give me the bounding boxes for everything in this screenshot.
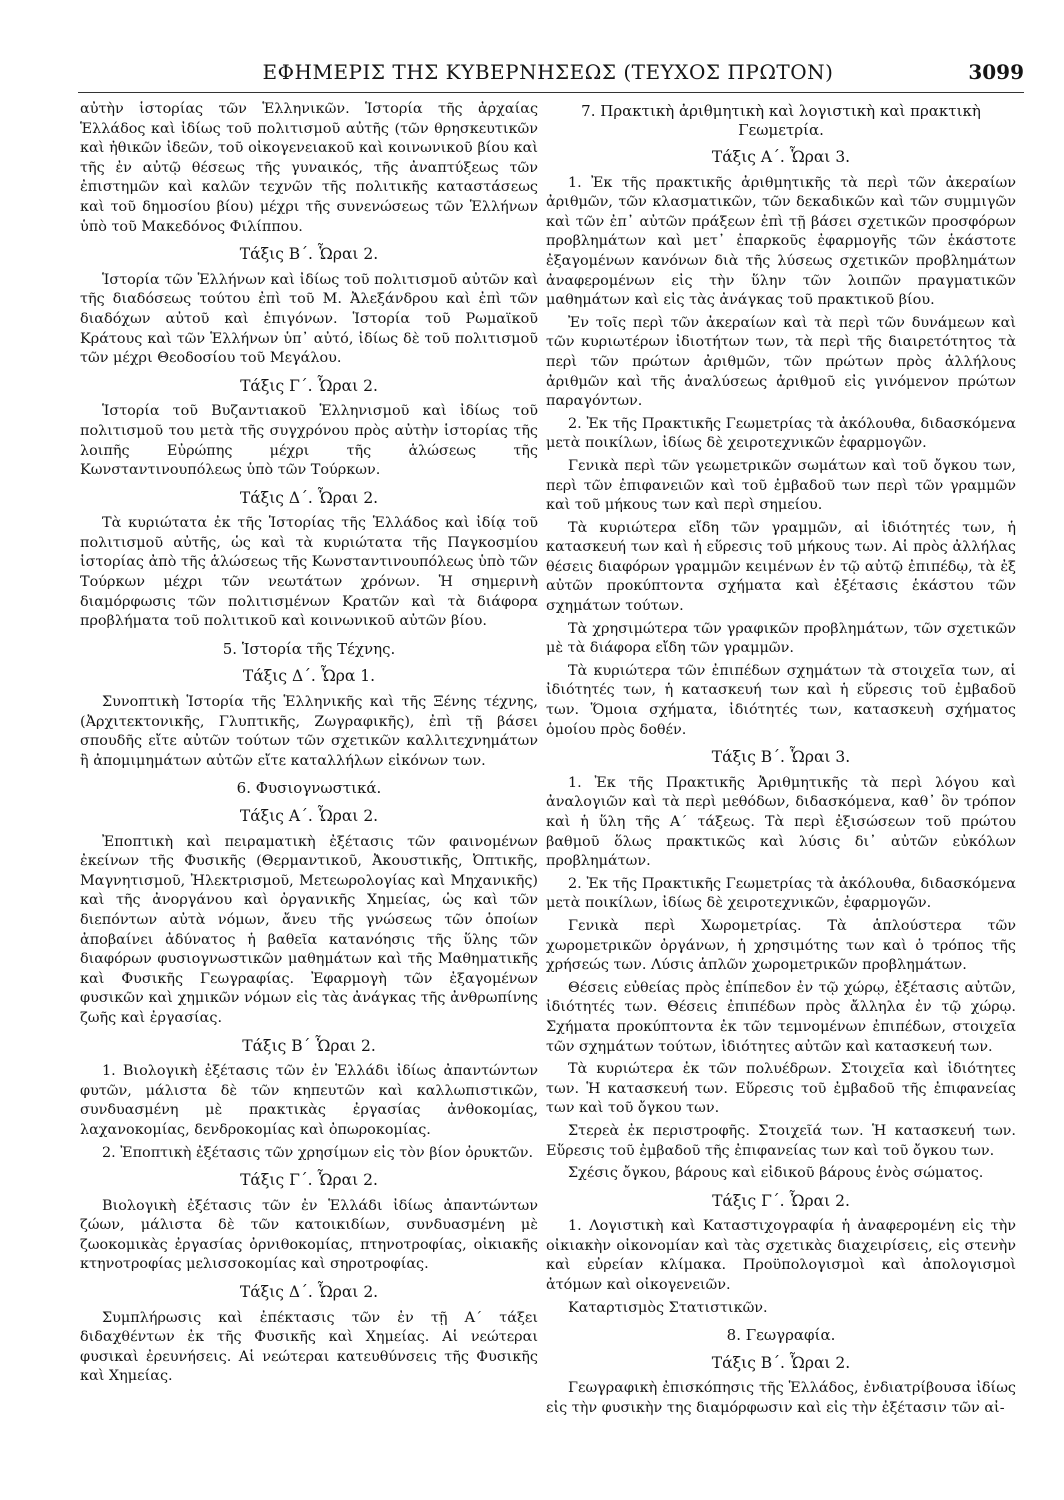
- class-heading: Τάξις Δ΄. Ὧραι 2.: [239, 488, 379, 507]
- paragraph: Συμπλήρωσις καὶ ἐπέκτασις τῶν ἐν τῇ Α΄ τάξει διδαχθέντων ἐκ τῆς Φυσικῆς καὶ Χημείας. Αἱ νεώτεραι φυσικαὶ ἐρευνήσεις. Αἱ νεώτεραι κατευθύνσεις τῆς Φυσικῆς καὶ Χημείας.: [80, 1309, 538, 1385]
- paragraph: Τὰ χρησιμώτερα τῶν γραφικῶν προβλημάτων, τῶν σχετικῶν μὲ τὰ διάφορα εἴδη τῶν γραμμῶν.: [546, 620, 1016, 657]
- paragraph: Γεωγραφικὴ ἐπισκόπησις τῆς Ἑλλάδος, ἐνδιατρίβουσα ἰδίως εἰς τὴν φυσικὴν της διαμόρφωσιν καὶ εἰς τὴν ἐξέτασιν τῶν αἰ-: [546, 1380, 1016, 1417]
- paragraph: Τὰ κυριώτερα τῶν ἐπιπέδων σχημάτων τὰ στοιχεῖα των, αἱ ἰδιότητές των, ἡ κατασκευή των καὶ ἡ εὕρεσις τοῦ ἐμβαδοῦ των. Ὅμοια σχήματα, ἰδιότητές των, κατασκευὴ σχήματος ὁμοίου πρὸς δοθέν.: [546, 662, 1016, 738]
- section-heading: 8. Γεωγραφία.: [726, 1326, 836, 1345]
- class-heading: Τάξις Β΄. Ὧραι 3.: [711, 748, 851, 767]
- page-header: [72, 60, 1024, 90]
- page-number: 3099: [968, 60, 1024, 84]
- header-rule: [78, 92, 1024, 93]
- section-heading: 6. Φυσιογνωστικά.: [236, 779, 382, 798]
- paragraph: 2. Ἐποπτικὴ ἐξέτασις τῶν χρησίμων εἰς τὸν βίον ὀρυκτῶν.: [102, 1144, 534, 1161]
- class-heading: Τάξις Δ΄. Ὧρα 1.: [242, 667, 376, 686]
- class-heading: Τάξις Β΄. Ὧραι 2.: [711, 1353, 851, 1372]
- paragraph: 2. Ἐκ τῆς Πρακτικῆς Γεωμετρίας τὰ ἀκόλουθα, διδασκόμενα μετὰ ποικίλων, ἰδίως δὲ χειροτεχνικῶν, ἐφαρμογῶν.: [546, 875, 1016, 912]
- paragraph: Γενικὰ περὶ τῶν γεωμετρικῶν σωμάτων καὶ τοῦ ὄγκου των, περὶ τῶν ἐπιφανειῶν καὶ τοῦ ἐμβαδοῦ των περὶ τῶν γραμμῶν καὶ τοῦ μήκους των καὶ περὶ σημείου.: [546, 457, 1016, 514]
- class-heading: Τάξις Β΄. Ὧραι 2.: [239, 245, 379, 264]
- paragraph: 1. Λογιστικὴ καὶ Καταστιχογραφία ἡ ἀναφερομένη εἰς τὴν οἰκιακὴν οἰκονομίαν καὶ τὰς σχετικὰς διαχειρίσεις, εἰς στενὴν καὶ εὐρείαν κλίμακα. Προϋπολογισμοὶ καὶ ἀπολογισμοὶ ἀτόμων καὶ οἰκογενειῶν.: [546, 1218, 1016, 1294]
- left-column: [80, 100, 538, 1390]
- paragraph: Καταρτισμὸς Στατιστικῶν.: [568, 1299, 768, 1316]
- gazette-title: ΕΦΗΜΕΡΙΣ ΤΗΣ ΚΥΒΕΡΝΗΣΕΩΣ (ΤΕΥΧΟΣ ΠΡΩΤΟΝ): [262, 60, 834, 84]
- right-column: [546, 100, 1016, 1422]
- paragraph: 2. Ἐκ τῆς Πρακτικῆς Γεωμετρίας τὰ ἀκόλουθα, διδασκόμενα μετὰ ποικίλων, ἰδίως δὲ χειροτεχνικῶν ἐφαρμογῶν.: [546, 415, 1016, 452]
- paragraph: Ἐν τοῖς περὶ τῶν ἀκεραίων καὶ τὰ περὶ τῶν δυνάμεων καὶ τῶν κυριωτέρων ἰδιοτήτων των, τὰ περὶ τῆς διαιρετότητος τὰ περὶ τῶν πρώτων ἀριθμῶν, τῶν πρώτων πρὸς ἀλλήλους ἀριθμῶν καὶ τῆς ἀναλύσεως ἀριθμοῦ εἰς γινόμενον πρώτων παραγόντων.: [546, 314, 1016, 410]
- paragraph: 1. Ἐκ τῆς Πρακτικῆς Ἀριθμητικῆς τὰ περὶ λόγου καὶ ἀναλογιῶν καὶ τὰ περὶ μεθόδων, διδασκόμενα, καθ᾽ ὃν τρόπον καὶ ἡ ὕλη τῆς Α΄ τάξεως. Τὰ περὶ ἐξισώσεων τοῦ πρώτου βαθμοῦ ὅλως πρακτικῶς καὶ λύσις δι᾽ αὐτῶν εὐκόλων προβλημάτων.: [546, 774, 1016, 870]
- paragraph: Συνοπτικὴ Ἱστορία τῆς Ἑλληνικῆς καὶ τῆς Ξένης τέχνης, (Ἀρχιτεκτονικῆς, Γλυπτικῆς, Ζωγραφικῆς), ἐπὶ τῇ βάσει σπουδῆς εἴτε αὐτῶν τούτων τῶν σχετικῶν καλλιτεχνημάτων ἢ ἀπομιμημάτων αὐτῶν εἴτε καταλλήλων εἰκόνων των.: [80, 694, 538, 769]
- paragraph: Θέσεις εὐθείας πρὸς ἐπίπεδον ἐν τῷ χώρῳ, ἐξέτασις αὐτῶν, ἰδιότητές των. Θέσεις ἐπιπέδων πρὸς ἄλληλα ἐν τῷ χώρῳ. Σχήματα προκύπτοντα ἐκ τῶν τεμνομένων ἐπιπέδων, στοιχεῖα τῶν σχημάτων τούτων, ἰδιότητες αὐτῶν καὶ κατασκευή των.: [546, 979, 1016, 1055]
- paragraph: Βιολογικὴ ἐξέτασις τῶν ἐν Ἑλλάδι ἰδίως ἀπαντώντων ζώων, μάλιστα δὲ τῶν κατοικιδίων, συνδυασμένη μὲ ζωοκομικὰς ἐργασίας ὀρνιθοκομίας, πτηνοτροφίας, οἰκιακῆς κτηνοτροφίας μελισσοκομίας καὶ σηροτροφίας.: [80, 1197, 538, 1273]
- section-heading: 7. Πρακτικὴ ἀριθμητικὴ καὶ λογιστικὴ καὶ πρακτικὴ Γεωμετρία.: [581, 102, 981, 139]
- class-heading: Τάξις Α΄. Ὧραι 3.: [711, 148, 851, 166]
- class-heading: Τάξις Β΄ Ὧραι 2.: [242, 1036, 376, 1055]
- class-heading: Τάξις Γ΄. Ὧραι 2.: [240, 1171, 378, 1190]
- paragraph: 1. Βιολογικὴ ἐξέτασις τῶν ἐν Ἑλλάδι ἰδίως ἀπαντώντων φυτῶν, μάλιστα δὲ τῶν κηπευτῶν καὶ καλλωπιστικῶν, συνδυασμένη μὲ πρακτικὰς ἐργασίας ἀνθοκομίας, λαχανοκομίας, δενδροκομίας καὶ ὀπωροκομίας.: [80, 1063, 538, 1138]
- class-heading: Τάξις Γ΄. Ὧραι 2.: [240, 376, 378, 395]
- paragraph: Στερεὰ ἐκ περιστροφῆς. Στοιχεῖά των. Ἡ κατασκευή των. Εὕρεσις τοῦ ἐμβαδοῦ τῆς ἐπιφανείας των καὶ τοῦ ὄγκου των.: [546, 1122, 1016, 1159]
- paragraph: Τὰ κυριώτερα εἴδη τῶν γραμμῶν, αἱ ἰδιότητές των, ἡ κατασκευή των καὶ ἡ εὕρεσις τοῦ μήκους των. Αἱ πρὸς ἀλλήλας θέσεις διαφόρων γραμμῶν κειμένων ἐν τῷ αὐτῷ ἐπιπέδῳ, τὰ ἐξ αὐτῶν προκύπτοντα σχήματα καὶ ἐξέτασις ἑκάστου τῶν σχημάτων τούτων.: [546, 519, 1016, 615]
- paragraph: Ἱστορία τῶν Ἑλλήνων καὶ ἰδίως τοῦ πολιτισμοῦ αὐτῶν καὶ τῆς διαδόσεως τούτου ἐπὶ τοῦ Μ. Ἀλεξάνδρου καὶ ἐπὶ τῶν διαδόχων αὐτοῦ καὶ ἐπιγόνων. Ἱστορία τοῦ Ρωμαϊκοῦ Κράτους καὶ τῶν Ἑλλήνων ὑπ᾽ αὐτό, ἰδίως δὲ τοῦ πολιτισμοῦ τῶν μέχρι Θεοδοσίου τοῦ Μεγάλου.: [80, 271, 538, 367]
- section-heading: 5. Ἱστορία τῆς Τέχνης.: [222, 639, 396, 658]
- paragraph: 1. Ἐκ τῆς πρακτικῆς ἀριθμητικῆς τὰ περὶ τῶν ἀκεραίων ἀριθμῶν, τῶν κλασματικῶν, τῶν δεκαδικῶν καὶ τῶν συμμιγῶν καὶ τῶν ἐπ᾽ αὐτῶν πράξεων ἐπὶ τῇ βάσει σχετικῶν προσφόρων προβλημάτων καὶ μετ᾽ ἐπαρκοῦς ἐφαρμογῆς τῶν ἑκάστοτε ἐξαγομένων κανόνων διὰ τῆς λύσεως σχετικῶν προβλημάτων ἀναφερομένων εἰς τὴν ὕλην τῶν λοιπῶν πραγματικῶν μαθημάτων καὶ εἰς τὰς ἀνάγκας τοῦ πρακτικοῦ βίου.: [546, 174, 1016, 309]
- class-heading: Τάξις Α΄. Ὧραι 2.: [239, 807, 379, 825]
- paragraph: Τὰ κυριώτερα ἐκ τῶν πολυέδρων. Στοιχεῖα καὶ ἰδιότητες των. Ἡ κατασκευή των. Εὕρεσις τοῦ ἐμβαδοῦ τῆς ἐπιφανείας των καὶ τοῦ ὄγκου των.: [546, 1061, 1016, 1117]
- paragraph: Γενικὰ περὶ Χωρομετρίας. Τὰ ἁπλούστερα τῶν χωρομετρικῶν ὀργάνων, ἡ χρησιμότης των καὶ ὁ τρόπος τῆς χρήσεώς των. Λύσις ἁπλῶν χωρομετρικῶν προβλημάτων.: [546, 917, 1016, 974]
- class-heading: Τάξις Δ΄. Ὧραι 2.: [239, 1283, 379, 1302]
- paragraph: Ἱστορία τοῦ Βυζαντιακοῦ Ἑλληνισμοῦ καὶ ἰδίως τοῦ πολιτισμοῦ του μετὰ τῆς συγχρόνου πρὸς αὐτὴν ἱστορίας τῆς λοιπῆς Εὐρώπης μέχρι τῆς ἁλώσεως τῆς Κωνσταντινουπόλεως ὑπὸ τῶν Τούρκων.: [80, 403, 538, 479]
- paragraph: Ἐποπτικὴ καὶ πειραματικὴ ἐξέτασις τῶν φαινομένων ἐκείνων τῆς Φυσικῆς (Θερμαντικοῦ, Ἀκουστικῆς, Ὀπτικῆς, Μαγνητισμοῦ, Ἠλεκτρισμοῦ, Μετεωρολογίας καὶ Μηχανικῆς) καὶ τῆς ἀνοργάνου καὶ ὀργανικῆς Χημείας, ὡς καὶ τῶν διεπόντων αὐτὰ νόμων, ἄνευ τῆς γνώσεως τῶν ὁποίων ἀποβαίνει ἀδύνατος ἡ βαθεῖα κατανόησις τῆς ὕλης τῶν διαφόρων φυσιογνωστικῶν μαθημάτων καὶ τῆς Μαθηματικῆς καὶ Φυσικῆς Γεωγραφίας. Ἐφαρμογὴ τῶν ἐξαγομένων φυσικῶν καὶ χημικῶν νόμων εἰς τὰς ἀνάγκας τῆς ἀνθρωπίνης ζωῆς καὶ ἐργασίας.: [80, 833, 538, 1026]
- class-heading: Τάξις Γ΄. Ὧραι 2.: [712, 1191, 850, 1210]
- paragraph: Τὰ κυριώτατα ἐκ τῆς Ἱστορίας τῆς Ἑλλάδος καὶ ἰδίᾳ τοῦ πολιτισμοῦ αὐτῆς, ὡς καὶ τὰ κυριώτατα τῆς Παγκοσμίου ἱστορίας ἀπὸ τῆς ἁλώσεως τῆς Κωνσταντινουπόλεως ὑπὸ τῶν Τούρκων μέχρι τῶν νεωτάτων χρόνων. Ἡ σημερινὴ διαμόρφωσις τῶν πολιτισμένων Κρατῶν καὶ τὰ διάφορα προβλήματα τοῦ πολιτικοῦ καὶ κοινωνικοῦ αὐτῶν βίου.: [80, 515, 538, 630]
- paragraph: αὐτὴν ἱστορίας τῶν Ἑλληνικῶν. Ἱστορία τῆς ἀρχαίας Ἑλλάδος καὶ ἰδίως τοῦ πολιτισμοῦ αὐτῆς (τῶν θρησκευτικῶν καὶ ἠθικῶν ἰδεῶν, τοῦ οἰκογενειακοῦ καὶ κοινωνικοῦ βίου καὶ τῆς ἐν αὐτῷ θέσεως τῆς γυναικός, τῆς ἀναπτύξεως τῶν ἐπιστημῶν καὶ καλῶν τεχνῶν τῆς πολιτικῆς καταστάσεως καὶ τοῦ δημοσίου βίου) μέχρι τῆς συνενώσεως τῶν Ἑλλήνων ὑπὸ τοῦ Μακεδόνος Φιλίππου.: [80, 101, 538, 235]
- paragraph: Σχέσις ὄγκου, βάρους καὶ εἰδικοῦ βάρους ἑνὸς σώματος.: [568, 1165, 984, 1182]
